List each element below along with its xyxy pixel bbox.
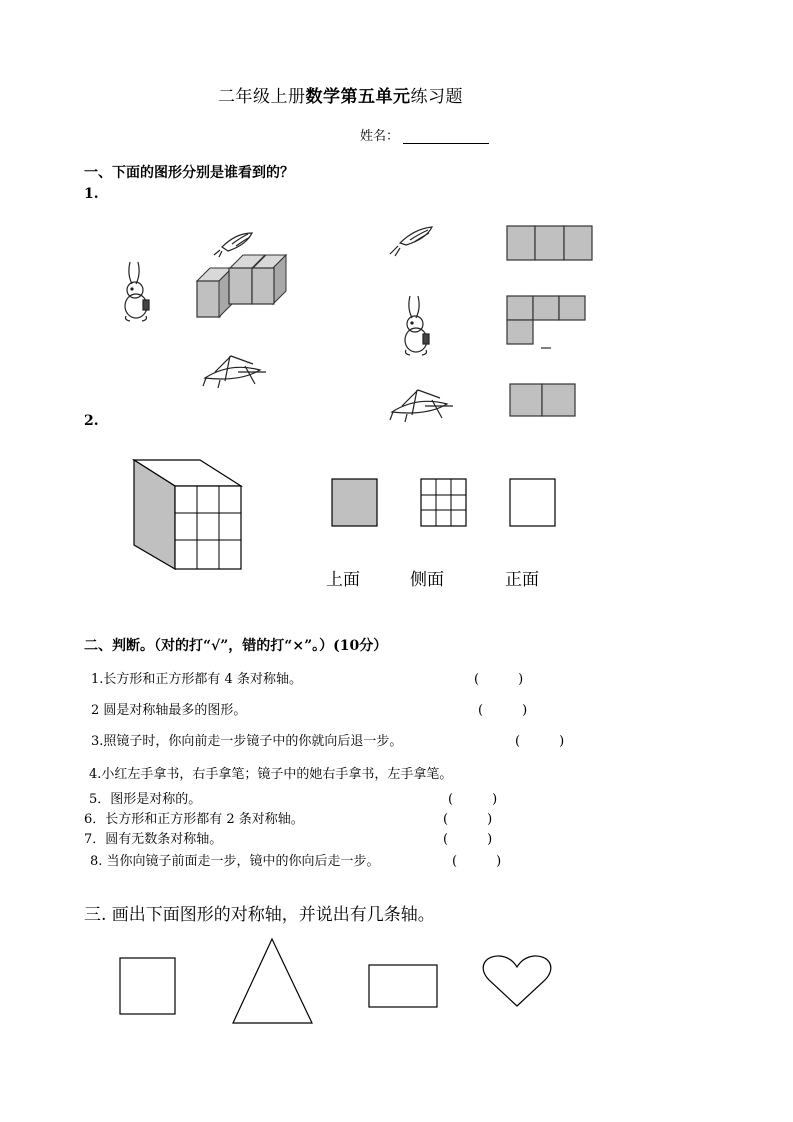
judge-item-7: 7．圆有无数条对称轴。 (84, 832, 223, 847)
judge-item-1: 1.长方形和正方形都有 4 条对称轴。 (91, 672, 302, 687)
judge-paren-6[interactable]: ( ) (443, 812, 493, 827)
section2-heading: 二、判断。（对的打“√”，错的打“×”。）(10分） (84, 638, 388, 654)
view-l-shape (507, 296, 585, 348)
view-label-side: 侧面 (410, 570, 444, 590)
title-part3: 练习题 (410, 87, 463, 107)
judge-paren-3[interactable]: ( ) (515, 734, 565, 749)
view-grid-square (421, 479, 466, 526)
question2-figure (0, 440, 793, 570)
view-three-squares (507, 226, 592, 260)
symmetry-shapes (0, 930, 793, 1030)
rabbit-icon (125, 262, 149, 321)
judge-paren-1[interactable]: ( ) (474, 672, 524, 687)
judge-paren-8[interactable]: ( ) (452, 854, 502, 869)
title-part2: 数学第五单元 (305, 87, 411, 107)
view-label-front: 正面 (505, 570, 539, 590)
question1-label: 1. (84, 186, 99, 202)
judge-item-8: 8. 当你向镜子前面走一步，镜中的你向后走一步。 (90, 854, 380, 869)
name-label: 姓名： (360, 129, 400, 144)
judge-item-3: 3.照镜子时，你向前走一步镜子中的你就向后退一步。 (91, 734, 403, 749)
judge-paren-7[interactable]: ( ) (443, 832, 493, 847)
view-label-top: 上面 (326, 570, 360, 590)
rectangle-shape[interactable] (369, 965, 437, 1007)
question2-label: 2. (84, 413, 99, 429)
bird-icon-2 (390, 227, 432, 256)
judge-item-4: 4.小红左手拿书，右手拿笔；镜子中的她右手拿书，左手拿笔。 (89, 767, 453, 782)
section1-heading: 一、下面的图形分别是谁看到的？ (84, 165, 294, 181)
title-part1: 二年级上册 (218, 87, 306, 107)
heart-shape[interactable] (483, 956, 551, 1006)
grasshopper-icon-2 (390, 390, 453, 422)
rabbit-icon-2 (405, 296, 429, 355)
grasshopper-icon (203, 356, 266, 388)
section3-heading: 三. 画出下面图形的对称轴，并说出有几条轴。 (84, 905, 435, 925)
square-shape[interactable] (120, 958, 175, 1014)
judge-item-5: 5．图形是对称的。 (89, 792, 202, 807)
view-gray-square (332, 479, 377, 526)
view-two-squares (510, 384, 575, 416)
question1-figure (0, 0, 793, 440)
judge-paren-5[interactable]: ( ) (448, 792, 498, 807)
view-plain-square (510, 479, 555, 526)
judge-paren-2[interactable]: ( ) (478, 703, 528, 718)
judge-item-6: 6．长方形和正方形都有 2 条对称轴。 (84, 812, 304, 827)
judge-item-2: 2 圆是对称轴最多的图形。 (91, 703, 247, 718)
cube-3x3 (134, 460, 241, 569)
bird-icon (214, 233, 252, 257)
triangle-shape[interactable] (233, 939, 312, 1023)
cube-block (197, 255, 286, 317)
